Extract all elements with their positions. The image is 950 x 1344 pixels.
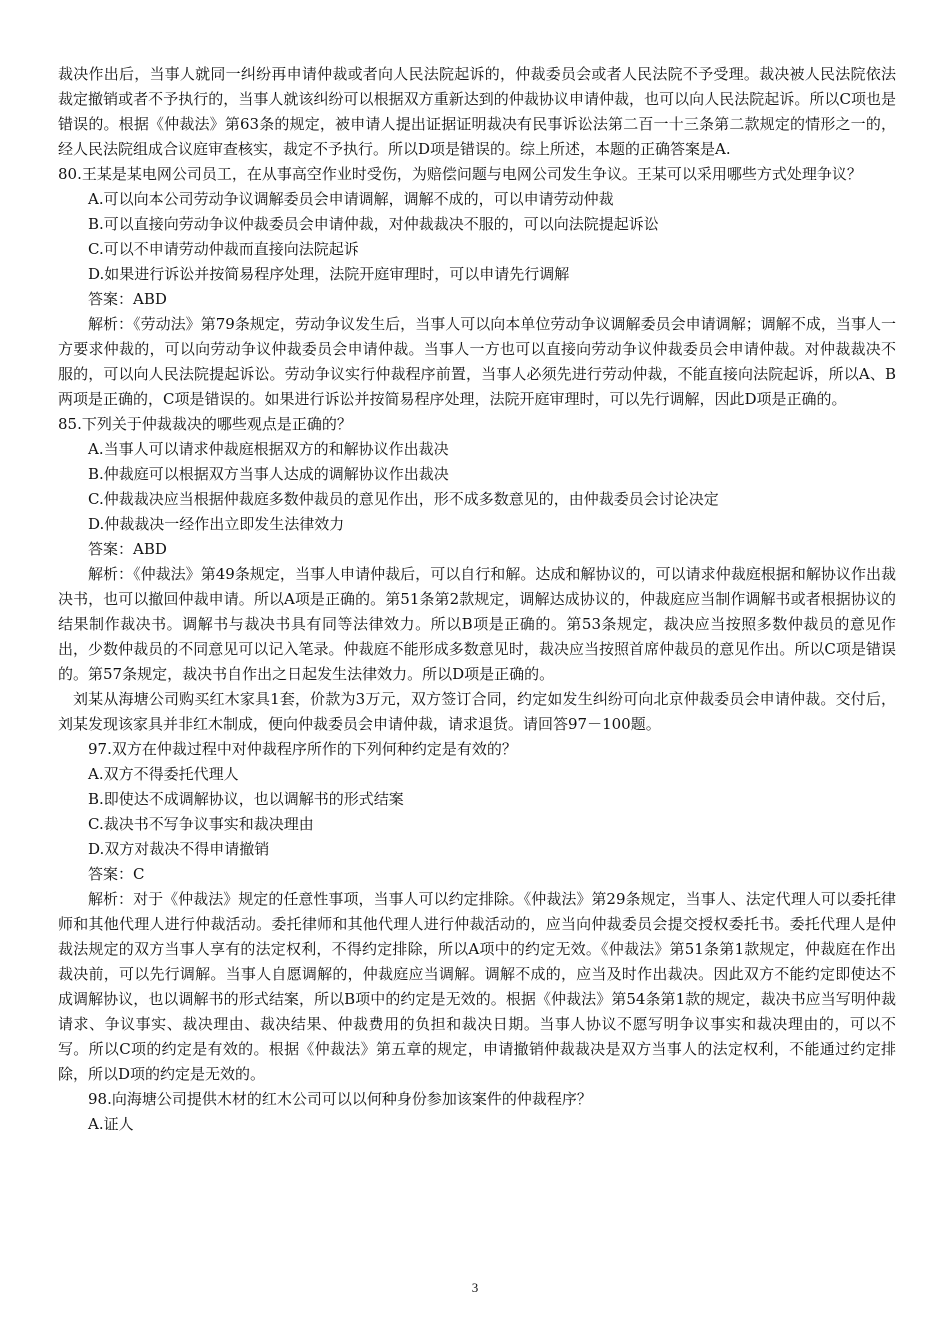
explanation-paragraph: 98.向海塘公司提供木材的红木公司可以以何种身份参加该案件的仲裁程序？ [88,1090,592,1108]
answer-option: D.双方对裁决不得申请撤销 [88,840,270,858]
page-number: 3 [471,1280,479,1295]
answer-option: B.仲裁庭可以根据双方当事人达成的调解协议作出裁决 [88,465,449,483]
case-scenario: 刘某从海塘公司购买红木家具1套，价款为3万元，双方签订合同，约定如发生纠纷可向北京仲裁委员会申请仲裁。交付后，刘某发现该家具并非红木制成，便向仲裁委员会申请仲裁，请求退货。请回答97－100题。 [58,690,896,733]
document-body [58,62,896,1137]
answer-option: A.双方不得委托代理人 [88,765,239,783]
question-paragraph: 85.下列关于仲裁裁决的哪些观点是正确的？ [58,415,352,433]
question-paragraph: 80.王某是某电网公司员工，在从事高空作业时受伤，为赔偿问题与电网公司发生争议。王某可以采用哪些方式处理争议？ [58,165,862,183]
answer-option: A.证人 [88,1115,134,1133]
answer-option: D.仲裁裁决一经作出立即发生法律效力 [88,515,345,533]
explanation-paragraph: 解析：《劳动法》第79条规定，劳动争议发生后，当事人可以向本单位劳动争议调解委员会申请调解；调解不成，当事人一方要求仲裁的，可以向劳动争议仲裁委员会申请仲裁。当事人一方也可以直接向劳动争议仲裁委员会申请仲裁。对仲裁裁决不服的，可以向人民法院提起诉讼。劳动争议实行仲裁程序前置，当事人必须先进行劳动仲裁，不能直接向法院起诉，所以A、B两项是正确的，C项是错误的。如果进行诉讼并按简易程序处理，法院开庭审理时，可以先行调解，因此D项是正确的。 [58,315,896,408]
answer-option: A.当事人可以请求仲裁庭根据双方的和解协议作出裁决 [88,440,449,458]
answer-option: C.裁决书不写争议事实和裁决理由 [88,815,314,833]
answer-option: C.仲裁裁决应当根据仲裁庭多数仲裁员的意见作出，形不成多数意见的，由仲裁委员会讨论决定 [88,490,719,508]
answer-option: A.可以向本公司劳动争议调解委员会申请调解，调解不成的，可以申请劳动仲裁 [88,190,614,208]
answer-option: D.如果进行诉讼并按简易程序处理，法院开庭审理时，可以申请先行调解 [88,265,570,283]
explanation-paragraph: 解析：对于《仲裁法》规定的任意性事项，当事人可以约定排除。《仲裁法》第29条规定，当事人、法定代理人可以委托律师和其他代理人进行仲裁活动。委托律师和其他代理人进行仲裁活动的，应当向仲裁委员会提交授权委托书。委托代理人是仲裁法规定的双方当事人享有的法定权利，不得约定排除，所以A项中的约定无效。《仲裁法》第51条第1款规定，仲裁庭在作出裁决前，可以先行调解。当事人自愿调解的，仲裁庭应当调解。调解不成的，应当及时作出裁决。因此双方不能约定即使达不成调解协议，也以调解书的形式结案，所以B项中的约定是无效的。根据《仲裁法》第54条第1款的规定，裁决书应当写明仲裁请求、争议事实、裁决理由、裁决结果、仲裁费用的负担和裁决日期。当事人协议不愿写明争议事实和裁决理由的，可以不写。所以C项的约定是有效的。根据《仲裁法》第五章的规定，申请撤销仲裁裁决是双方当事人的法定权利，不能通过约定排除，所以D项的约定是无效的。 [58,890,896,1083]
answer-key: 答案：C [88,865,145,883]
explanation-paragraph: 97.双方在仲裁过程中对仲裁程序所作的下列何种约定是有效的？ [88,740,517,758]
answer-key: 答案：ABD [88,290,167,308]
question-paragraph: 裁决作出后，当事人就同一纠纷再申请仲裁或者向人民法院起诉的，仲裁委员会或者人民法院不予受理。裁决被人民法院依法裁定撤销或者不予执行的，当事人就该纠纷可以根据双方重新达到的仲裁协议申请仲裁，也可以向人民法院起诉。所以C项也是错误的。根据《仲裁法》第63条的规定，被申请人提出证据证明裁决有民事诉讼法第二百一十三条第二款规定的情形之一的，经人民法院组成合议庭审查核实，裁定不予执行。所以D项是错误的。综上所述，本题的正确答案是A. [58,65,896,158]
answer-key: 答案：ABD [88,540,167,558]
explanation-paragraph: 解析：《仲裁法》第49条规定，当事人申请仲裁后，可以自行和解。达成和解协议的，可以请求仲裁庭根据和解协议作出裁决书，也可以撤回仲裁申请。所以A项是正确的。第51条第2款规定，调解达成协议的，仲裁庭应当制作调解书或者根据协议的结果制作裁决书。调解书与裁决书具有同等法律效力。所以B项是正确的。第53条规定，裁决应当按照多数仲裁员的意见作出，少数仲裁员的不同意见可以记入笔录。仲裁庭不能形成多数意见时，裁决应当按照首席仲裁员的意见作出。所以C项是错误的。第57条规定，裁决书自作出之日起发生法律效力。所以D项是正确的。 [58,565,896,683]
answer-option: B.即使达不成调解协议，也以调解书的形式结案 [88,790,404,808]
answer-option: C.可以不申请劳动仲裁而直接向法院起诉 [88,240,359,258]
answer-option: B.可以直接向劳动争议仲裁委员会申请仲裁，对仲裁裁决不服的，可以向法院提起诉讼 [88,215,659,233]
